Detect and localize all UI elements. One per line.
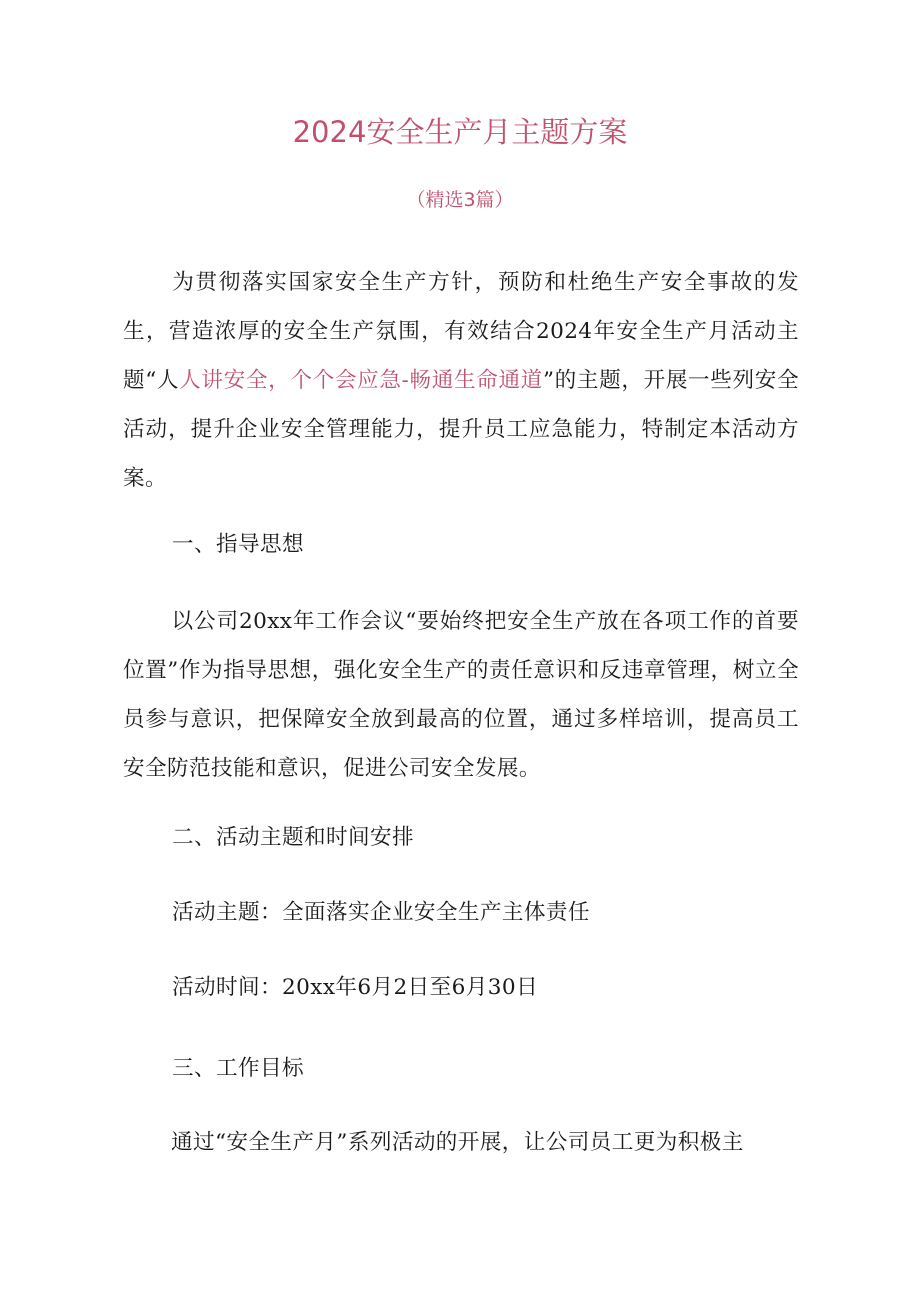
section-heading-guiding-thought: 一、指导思想 <box>172 532 304 557</box>
work-goals-paragraph <box>123 1118 799 1167</box>
document-subtitle: （精选3篇） <box>406 189 514 211</box>
section-heading-theme-schedule: 二、活动主题和时间安排 <box>172 825 414 850</box>
intro-text-after: ”的主题，开展一些列安全活动，提升企业安全管理能力，提升员工应急能力，特制定本活动方案。 <box>123 368 799 491</box>
intro-text-before: 为贯彻落实国家安全生产方针，预防和杜绝生产安全事故的发生，营造浓厚的安全生产氛围，有效结合2024年安全生产月活动主题“人 <box>123 270 799 393</box>
activity-theme-line: 活动主题：全面落实企业安全生产主体责任 <box>172 900 590 925</box>
section-heading-work-goals: 三、工作目标 <box>172 1056 304 1081</box>
document-title: 2024安全生产月主题方案 <box>292 115 628 149</box>
guiding-thought-paragraph <box>123 597 799 793</box>
guiding-thought-text: 以公司20xx年工作会议“要始终把安全生产放在各项工作的首要位置”作为指导思想，强化安全生产的责任意识和反违章管理，树立全员参与意识，把保障安全放到最高的位置，通过多样培训，提高员工安全防范技能和意识，促进公司安全发展。 <box>123 609 799 781</box>
intro-theme-highlight: 人讲安全，个个会应急-畅通生命通道 <box>179 368 543 393</box>
activity-time-line: 活动时间：20xx年6月2日至6月30日 <box>172 975 539 1000</box>
intro-paragraph <box>123 258 799 503</box>
work-goals-text: 通过“安全生产月”系列活动的开展，让公司员工更为积极主 <box>171 1130 744 1155</box>
